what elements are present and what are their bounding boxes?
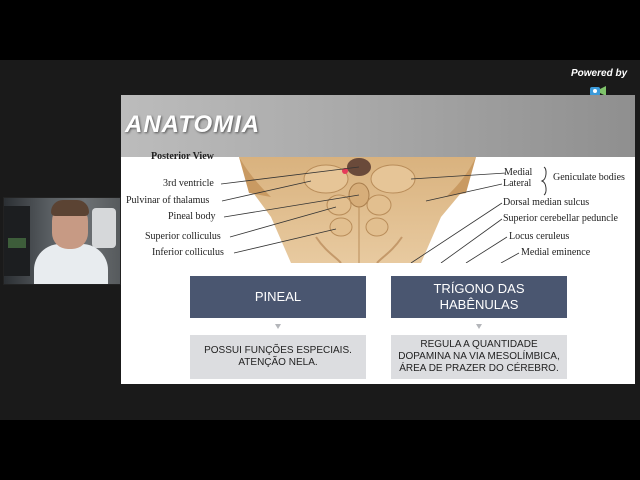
trigono-text-line: DOPAMINA NA VIA MESOLÍMBICA, [398, 351, 560, 362]
anatomy-figure [121, 151, 635, 263]
label-medial-eminence: Medial eminence [521, 247, 591, 258]
trigono-heading-line: HABÊNULAS [439, 297, 519, 312]
trigono-text-line: ÁREA DE PRAZER DO CÉREBRO. [399, 363, 559, 374]
trigono-text-line: REGULA A QUANTIDADE [420, 339, 538, 350]
trigono-heading-line: TRÍGONO DAS [433, 281, 525, 296]
presenter-body [34, 244, 108, 285]
pineal-heading-box [190, 276, 366, 318]
view-label: Posterior View [151, 151, 214, 162]
label-pineal-body: Pineal body [168, 211, 216, 222]
trigono-arrow-icon [476, 324, 482, 329]
trigono-text-box [391, 335, 567, 379]
label-geniculate-bodies: Geniculate bodies [553, 172, 625, 183]
slide-title: ANATOMIA [125, 111, 261, 138]
label-superior-colliculus: Superior colliculus [145, 231, 221, 242]
slide [121, 95, 635, 384]
label-inferior-colliculus: Inferior colliculus [152, 247, 224, 258]
label-dorsal-median-sulcus: Dorsal median sulcus [503, 197, 590, 208]
webcam-clothes [92, 208, 116, 248]
slide-title-bar [121, 95, 635, 157]
pineal-heading: PINEAL [254, 289, 302, 304]
label-lateral: Lateral [503, 178, 532, 189]
pineal-text-line: POSSUI FUNÇÕES ESPECIAIS. [204, 345, 352, 356]
pineal-text-box [190, 335, 366, 379]
label-medial: Medial [504, 167, 533, 178]
webcam-shelf-item [8, 238, 26, 248]
label-superior-cerebellar-peduncle: Superior cerebellar peduncle [503, 213, 618, 224]
label-pulvinar: Pulvinar of thalamus [126, 195, 210, 206]
presenter-hair [51, 200, 89, 216]
pineal-arrow-icon [275, 324, 281, 329]
webcam-feed [3, 197, 121, 285]
label-3rd-ventricle: 3rd ventricle [163, 178, 214, 189]
label-locus-ceruleus: Locus ceruleus [509, 231, 570, 242]
powered-by-label: Powered by [571, 68, 628, 79]
trigono-heading-box [391, 276, 567, 318]
pineal-text-line: ATENÇÃO NELA. [238, 357, 318, 368]
